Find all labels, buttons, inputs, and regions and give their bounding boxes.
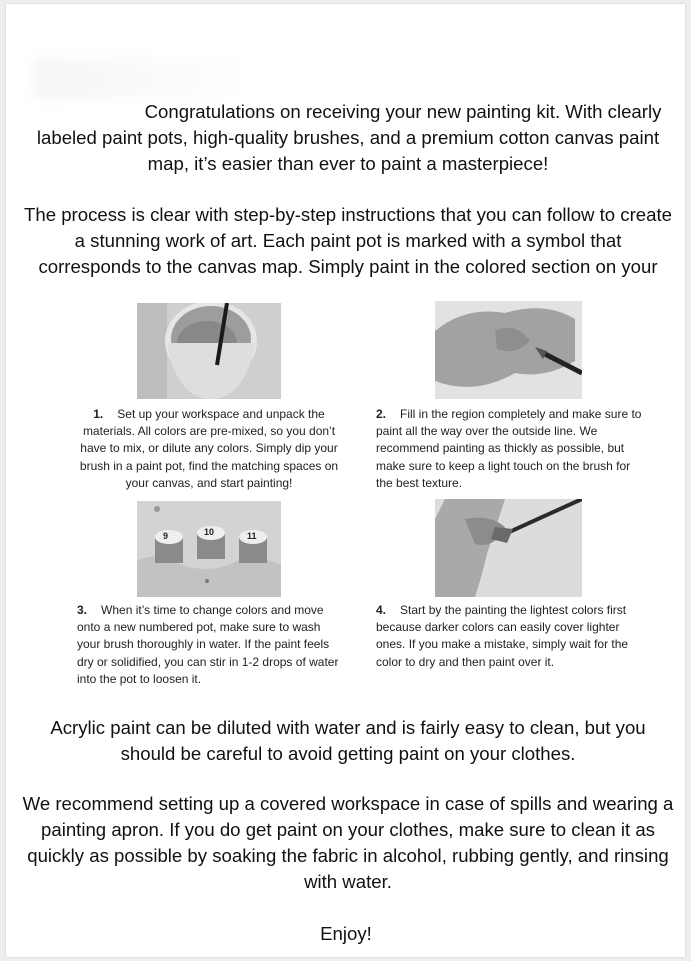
step-3-body: When it’s time to change colors and move onto a new numbered pot, make sure to wash your brush thoroughly in water. If the paint feels dry or solidified, you can stir in 1-2 drops of water into the pot to loosen it. (77, 603, 339, 686)
closing-text: Enjoy! (320, 923, 372, 944)
workspace-paragraph: We recommend setting up a covered workspace in case of spills and wearing a painting apron. If you do get paint on your clothes, make sure to clean it as quickly as possible by soaking the fabric in alcohol, rubbing gently, and rinsing with water. (22, 793, 674, 892)
pot-label-9: 9 (163, 531, 169, 541)
step-1-body: Set up your workspace and unpack the materials. All colors are pre-mixed, so you don’t have to mix, or dilute any colors. Simply dip your brush in a paint pot, find the matching spaces on your canvas, and start painting! (79, 407, 339, 490)
brush-painting-stroke-image (435, 301, 582, 399)
paint-pots-image (137, 501, 281, 597)
instruction-page (6, 4, 685, 957)
process-paragraph: The process is clear with step-by-step instructions that you can follow to create a stunning work of art. Each paint pot is marked with a symbol that corresponds to the canvas map. Simply paint in the colored section on your (24, 204, 672, 277)
scan-shadow (34, 59, 254, 99)
intro-text: Congratulations on receiving your new painting kit. With clearly labeled paint pots, high-quality brushes, and a premium cotton canvas paint map, it’s easier than ever to paint a masterpiece! (36, 101, 662, 174)
step-4-number: 4. (376, 603, 387, 617)
step-3-number: 3. (77, 603, 88, 617)
step-2-text (376, 406, 646, 492)
intro-paragraph (28, 99, 668, 177)
step-4-text (376, 602, 644, 671)
acrylic-paragraph: Acrylic paint can be diluted with water and is fairly easy to clean, but you should be careful to avoid getting paint on your clothes. (50, 717, 646, 764)
pot-label-10: 10 (204, 527, 215, 537)
step-2-body: Fill in the region completely and make sure to paint all the way over the outside line. We recommend painting as thickly as possible, but make sure to keep a light touch on the brush for the best texture. (376, 407, 642, 490)
step-4-body: Start by the painting the lightest colors first because darker colors can easily cover lighter ones. If you make a mistake, simply wait for the color to dry and then paint over it. (376, 603, 629, 669)
water-cup-brush-image (137, 303, 281, 399)
brush-on-canvas-image (435, 499, 582, 597)
step-1-text (76, 406, 342, 492)
step-1-number: 1. (93, 407, 104, 421)
pot-label-11: 11 (247, 531, 257, 541)
step-2-number: 2. (376, 407, 387, 421)
step-3-text (77, 602, 345, 688)
